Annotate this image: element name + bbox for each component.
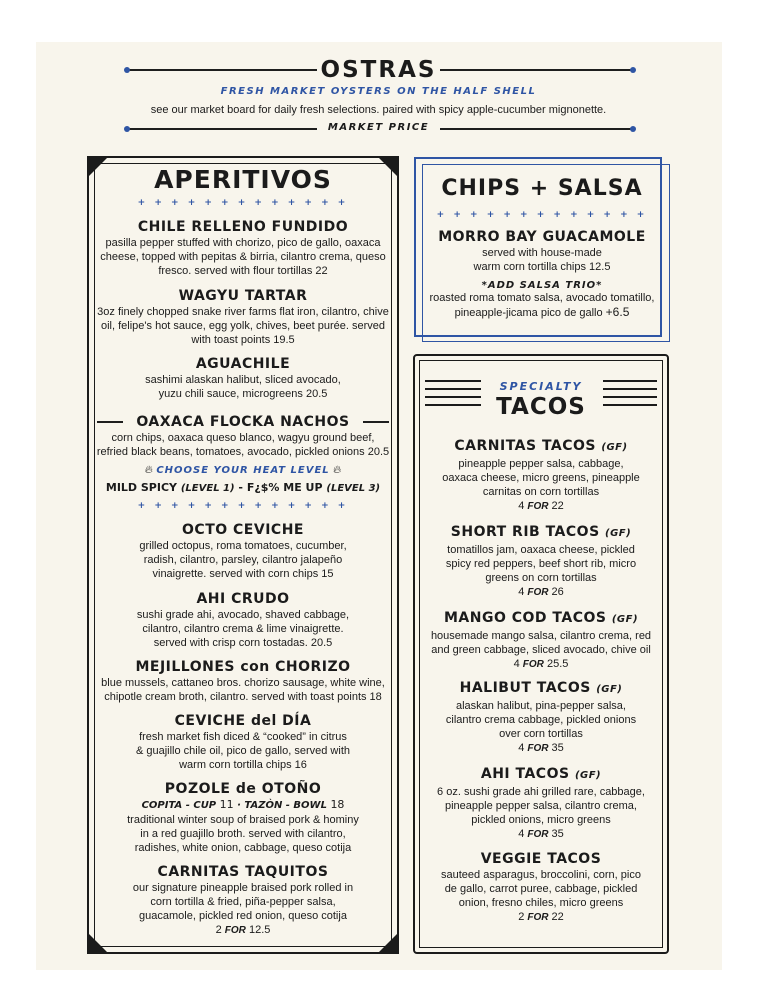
menu-item xyxy=(95,863,391,938)
ostras-description: see our market board for daily fresh selections. paired with spicy apple-cucumber mignonette. xyxy=(150,104,607,116)
item-description: 3oz finely chopped snake river farms flat iron, cilantro, chive oil, felipe's hot sauce, egg yolk, chives, beet purée. served with toast points 19.5 xyxy=(97,306,389,346)
item-description: tomatillos jam, oaxaca cheese, pickled spicy red peppers, beef short rib, micro greens on corn tortillas xyxy=(445,544,637,584)
item-name: CARNITAS TAQUITOS xyxy=(157,864,329,880)
taco-item xyxy=(421,523,661,600)
aperitivos-plus-row: + + + + + + + + + + + + + xyxy=(137,198,349,208)
cup-price: 11 xyxy=(219,798,234,811)
taco-item xyxy=(421,765,661,842)
item-description: sauteed asparagus, broccolini, corn, pico de gallo, carrot puree, cabbage, pickled onion, fresno chiles, micro greens xyxy=(441,869,641,909)
chips-plus-row: + + + + + + + + + + + + + xyxy=(436,210,648,220)
heat-level-1: (LEVEL 1) xyxy=(180,483,235,494)
salsa-trio-label: *ADD SALSA TRIO* xyxy=(481,280,603,291)
taco-name-row xyxy=(421,679,661,699)
item-name: HALIBUT TACOS xyxy=(459,680,591,696)
salsa-trio-price: +6.5 xyxy=(605,305,630,319)
aperitivos-title: APERITIVOS xyxy=(154,165,332,194)
item-name: CHILE RELLENO FUNDIDO xyxy=(137,219,349,235)
item-description: served with house-made warm corn tortilla chips 12.5 xyxy=(473,247,611,273)
aperitivos-plus-row: + + + + + + + + + + + + + xyxy=(137,501,349,511)
gf-badge: (GF) xyxy=(605,528,632,539)
item-description: blue mussels, cattaneo bros. chorizo sausage, white wine, chipotle cream broth, cilantro. served with toast points 18 xyxy=(101,677,385,703)
gf-badge: (GF) xyxy=(574,770,602,781)
price-for: FOR xyxy=(527,912,549,923)
price-value: 35 xyxy=(551,828,564,840)
gf-badge: (GF) xyxy=(596,684,623,695)
menu-item xyxy=(95,355,391,401)
item-description: housemade mango salsa, cilantro crema, red and green cabbage, sliced avocado, chive oil xyxy=(430,630,652,656)
item-name: CEVICHE del DÍA xyxy=(174,713,312,729)
item-price xyxy=(421,741,661,756)
heat-dash: - xyxy=(238,481,243,494)
heat-options xyxy=(95,481,391,494)
flame-icon: 🔥︎ xyxy=(144,463,153,476)
tacos-title: TACOS xyxy=(496,394,586,420)
price-qty: 2 xyxy=(518,911,525,923)
taco-item xyxy=(421,437,661,514)
item-price xyxy=(421,585,661,600)
item-name: WAGYU TARTAR xyxy=(178,288,308,304)
price-for: FOR xyxy=(527,501,549,512)
taco-item xyxy=(421,679,661,756)
item-name: SHORT RIB TACOS xyxy=(450,524,600,540)
gf-badge: (GF) xyxy=(611,614,639,625)
item-name: CARNITAS TACOS xyxy=(454,438,597,454)
menu-item xyxy=(95,780,391,855)
chips-title: CHIPS + SALSA xyxy=(441,176,643,201)
menu-item xyxy=(95,590,391,650)
flame-icon: 🔥︎ xyxy=(333,463,342,476)
item-price xyxy=(421,657,661,672)
price-value: 25.5 xyxy=(546,658,569,670)
taco-name-row xyxy=(421,437,661,457)
price-qty: 4 xyxy=(513,658,520,670)
price-qty: 4 xyxy=(518,500,525,512)
item-description: grilled octopus, roma tomatoes, cucumber, radish, cilantro, parsley, cilantro jalapeño vinaigrette. served with corn chips 15 xyxy=(139,540,347,580)
item-description: our signature pineapple braised pork rolled in corn tortilla & fried, piña-pepper salsa, guacamole, pickled red onion, queso cotija xyxy=(132,882,354,922)
salsa-trio-desc-wrap xyxy=(420,291,664,320)
item-description: pineapple pepper salsa, cabbage, oaxaca cheese, micro greens, pineapple carnitas on corn tortillas xyxy=(442,458,640,498)
salsa-trio xyxy=(420,280,664,320)
size-separator: · xyxy=(237,800,241,811)
price-for: FOR xyxy=(527,829,549,840)
item-price xyxy=(421,499,661,514)
item-name: MORRO BAY GUACAMOLE xyxy=(438,229,646,245)
bowl-price: 18 xyxy=(330,798,345,811)
taco-item xyxy=(421,850,661,925)
price-for: FOR xyxy=(522,659,544,670)
price-qty: 2 xyxy=(215,924,222,936)
heat-level-label: CHOOSE YOUR HEAT LEVEL xyxy=(156,465,330,476)
item-description: sashimi alaskan halibut, sliced avocado, yuzu chili sauce, microgreens 20.5 xyxy=(145,374,341,400)
item-description: fresh market fish diced & “cooked” in citrus & guajillo chile oil, pico de gallo, served with warm corn tortilla chips 16 xyxy=(135,731,350,771)
menu-item xyxy=(95,218,391,278)
price-for: FOR xyxy=(527,743,549,754)
price-value: 22 xyxy=(551,911,564,923)
item-price xyxy=(421,827,661,842)
price-qty: 4 xyxy=(518,586,525,598)
price-value: 22 xyxy=(551,500,564,512)
item-name: AHI TACOS xyxy=(480,766,570,782)
item-name: VEGGIE TACOS xyxy=(480,851,602,867)
item-name: MEJILLONES con CHORIZO xyxy=(135,659,351,675)
item-name: AHI CRUDO xyxy=(196,591,290,607)
price-qty: 4 xyxy=(518,742,525,754)
item-name: AGUACHILE xyxy=(195,356,291,372)
ostras-price: MARKET PRICE xyxy=(327,122,430,133)
item-description: 6 oz. sushi grade ahi grilled rare, cabbage, pineapple pepper salsa, cilantro crema, pickled onions, micro greens xyxy=(437,786,645,826)
price-value: 26 xyxy=(551,586,564,598)
item-price xyxy=(421,910,661,925)
item-description: traditional winter soup of braised pork & hominy in a red guajillo broth. served with cilantro, radishes, white onion, cabbage, queso cotija xyxy=(127,814,359,854)
item-name: MANGO COD TACOS xyxy=(443,610,607,626)
price-value: 35 xyxy=(551,742,564,754)
menu-item xyxy=(95,658,391,704)
item-description: corn chips, oaxaca queso blanco, wagyu ground beef, refried black beans, tomatoes, avocado, pickled onions 20.5 xyxy=(96,432,390,458)
cup-size: COPITA - CUP xyxy=(141,800,217,811)
heat-mild: MILD SPICY xyxy=(105,481,177,494)
menu-item xyxy=(95,712,391,772)
taco-name-row xyxy=(421,523,661,543)
taco-name-row xyxy=(421,609,661,629)
price-for: FOR xyxy=(527,587,549,598)
item-name: OCTO CEVICHE xyxy=(182,522,304,538)
heat-hot: F¿$% ME UP xyxy=(246,481,323,494)
item-description: pasilla pepper stuffed with chorizo, pico de gallo, oaxaca cheese, topped with pepitas & birria, cilantro crema, queso fresco. served with flour tortillas 22 xyxy=(100,237,386,277)
heat-level-3: (LEVEL 3) xyxy=(326,483,381,494)
taco-name-row xyxy=(421,765,661,785)
bowl-size: TAZÒN - BOWL xyxy=(244,800,327,811)
item-description: sushi grade ahi, avocado, shaved cabbage, cilantro, cilantro crema & lime vinaigrette. served with crisp corn tostadas. 20.5 xyxy=(136,609,350,649)
menu-item xyxy=(420,228,664,274)
item-price xyxy=(95,923,391,938)
menu-item xyxy=(95,413,391,459)
item-name: OAXACA FLOCKA NACHOS xyxy=(136,414,350,430)
price-value: 12.5 xyxy=(248,924,271,936)
ostras-title: OSTRAS xyxy=(320,57,437,83)
heat-level-row xyxy=(95,463,391,477)
taco-item xyxy=(421,609,661,672)
price-for: FOR xyxy=(224,925,246,936)
pozole-sizes xyxy=(95,798,391,813)
ostras-subtitle: FRESH MARKET OYSTERS ON THE HALF SHELL xyxy=(220,86,537,97)
menu-item xyxy=(95,521,391,581)
salsa-trio-description: roasted roma tomato salsa, avocado tomatillo, pineapple-jicama pico de gallo xyxy=(429,292,655,319)
taco-name-row xyxy=(421,850,661,868)
specialty-label: SPECIALTY xyxy=(499,380,583,393)
price-qty: 4 xyxy=(518,828,525,840)
gf-badge: (GF) xyxy=(601,442,628,453)
item-description: alaskan halibut, pina-pepper salsa, cilantro crema cabbage, pickled onions over corn tortillas xyxy=(445,700,637,740)
menu-item xyxy=(95,287,391,347)
item-name: POZOLE de OTOÑO xyxy=(164,781,322,797)
